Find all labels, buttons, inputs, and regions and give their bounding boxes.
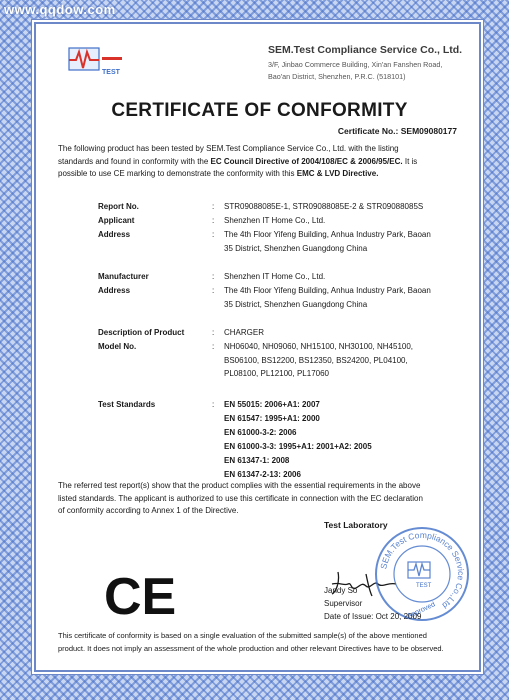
colon: : [212, 230, 215, 239]
certificate-number-value: SEM09080177 [400, 126, 457, 136]
applicant-address-value [224, 228, 449, 255]
description-label: Description of Product [98, 328, 185, 337]
stamp-center-text: TEST [416, 583, 432, 589]
issuer-name: SEM.Test Compliance Service Co., Ltd. [268, 44, 463, 56]
issue-date: Date of Issue: Oct 20, 2009 [324, 612, 422, 621]
intro-emc-lvd: EMC & LVD Directive. [296, 169, 379, 179]
intro-line-1: The following product has been tested by SEM.Test Compliance Service Co., Ltd. with the listing [58, 144, 399, 153]
issuer-address-line1: 3/F, Jinbao Commerce Building, Xin'an Fanshen Road, [268, 60, 443, 69]
model-value [224, 340, 449, 381]
stamp-ring-text: SEM.Test Compliance Service Co.,Ltd [378, 529, 467, 611]
applicant-label: Applicant [98, 216, 135, 225]
intro-line-2c: It is [402, 156, 418, 166]
model-line2: BS06100, BS12200, BS12350, BS24200, PL04100, [224, 355, 408, 365]
manufacturer-value: Shenzhen IT Home Co., Ltd. [224, 272, 326, 281]
intro-directive: EC Council Directive of 2004/108/EC & 2006/95/EC. [210, 156, 403, 166]
test-standards-label: Test Standards [98, 400, 156, 409]
manufacturer-address-label: Address [98, 286, 131, 295]
applicant-address-line1: The 4th Floor Yifeng Building, Anhua Industry Park, Baoan [224, 230, 431, 239]
intro-line-2a: standards and found in conformity with the [58, 156, 211, 166]
colon: : [212, 400, 215, 409]
ce-mark-text: CE [104, 568, 177, 622]
ce-mark-icon [102, 568, 182, 622]
footer-line2: product. It does not imply an assessment of the whole production and other relevant Directives have to be observed. [58, 643, 444, 653]
certificate-number-label: Certificate No.: [337, 126, 399, 136]
colon: : [212, 328, 215, 337]
sem-test-logo-icon [66, 44, 126, 84]
conclusion-paragraph [58, 480, 463, 518]
report-no-value: STR09088085E-1, STR09088085E-2 & STR09088085S [224, 202, 424, 211]
standard-item: EN 61000-3-3: 1995+A1: 2001+A2: 2005 [224, 442, 372, 451]
description-value: CHARGER [224, 328, 265, 337]
issuer-address-line2: Bao'an District, Shenzhen, P.R.C. (518101) [268, 72, 406, 81]
colon: : [212, 286, 215, 295]
certificate-number [338, 126, 457, 136]
applicant-address-label: Address [98, 230, 131, 239]
approval-stamp-icon [372, 524, 472, 624]
conclusion-line2: listed standards. The applicant is authorized to use this certificate in connection with the EC declaration [58, 493, 423, 503]
intro-paragraph [58, 143, 463, 181]
site-watermark: www.qqdow.com [4, 2, 116, 17]
footer-note [58, 630, 465, 655]
colon: : [212, 342, 215, 351]
standard-item: EN 61347-1: 2008 [224, 456, 290, 465]
colon: : [212, 272, 215, 281]
model-line3: PL08100, PL12100, PL17060 [224, 369, 329, 379]
applicant-address-line2: 35 District, Shenzhen Guangdong China [224, 243, 368, 253]
intro-line-3a: possible to use CE marking to demonstrate the conformity with this [58, 169, 297, 179]
conclusion-line1: The referred test report(s) show that the product complies with the essential requirements in the above [58, 481, 421, 490]
colon: : [212, 202, 215, 211]
model-line1: NH06040, NH09060, NH15100, NH30100, NH45100, [224, 342, 414, 351]
report-no-label: Report No. [98, 202, 139, 211]
manufacturer-address-line1: The 4th Floor Yifeng Building, Anhua Industry Park, Baoan [224, 286, 431, 295]
logo-text: TEST [102, 69, 120, 76]
standard-item: EN 61547: 1995+A1: 2000 [224, 414, 320, 423]
conclusion-line3: of conformity according to Annex 1 of the Directive. [58, 506, 239, 516]
colon: : [212, 216, 215, 225]
manufacturer-address-line2: 35 District, Shenzhen Guangdong China [224, 299, 368, 309]
svg-text:SEM.Test Compliance Service Co [378, 530, 466, 611]
standard-item: EN 55015: 2006+A1: 2007 [224, 400, 320, 409]
manufacturer-address-value [224, 284, 449, 311]
standard-item: EN 61000-3-2: 2006 [224, 428, 297, 437]
test-laboratory-label: Test Laboratory [324, 520, 388, 530]
signer-name: Jandy So [324, 586, 358, 595]
manufacturer-label: Manufacturer [98, 272, 149, 281]
certificate-body [34, 22, 481, 672]
model-label: Model No. [98, 342, 137, 351]
certificate-title: CERTIFICATE OF CONFORMITY [111, 100, 408, 121]
standard-item: EN 61347-2-13: 2006 [224, 470, 301, 479]
signer-role: Supervisor [324, 599, 363, 608]
applicant-value: Shenzhen IT Home Co., Ltd. [224, 216, 326, 225]
stamp-bottom-text: Approved [406, 601, 437, 621]
footer-line1: This certificate of conformity is based on a single evaluation of the submitted sample(s) of the above mentioned [58, 631, 427, 640]
